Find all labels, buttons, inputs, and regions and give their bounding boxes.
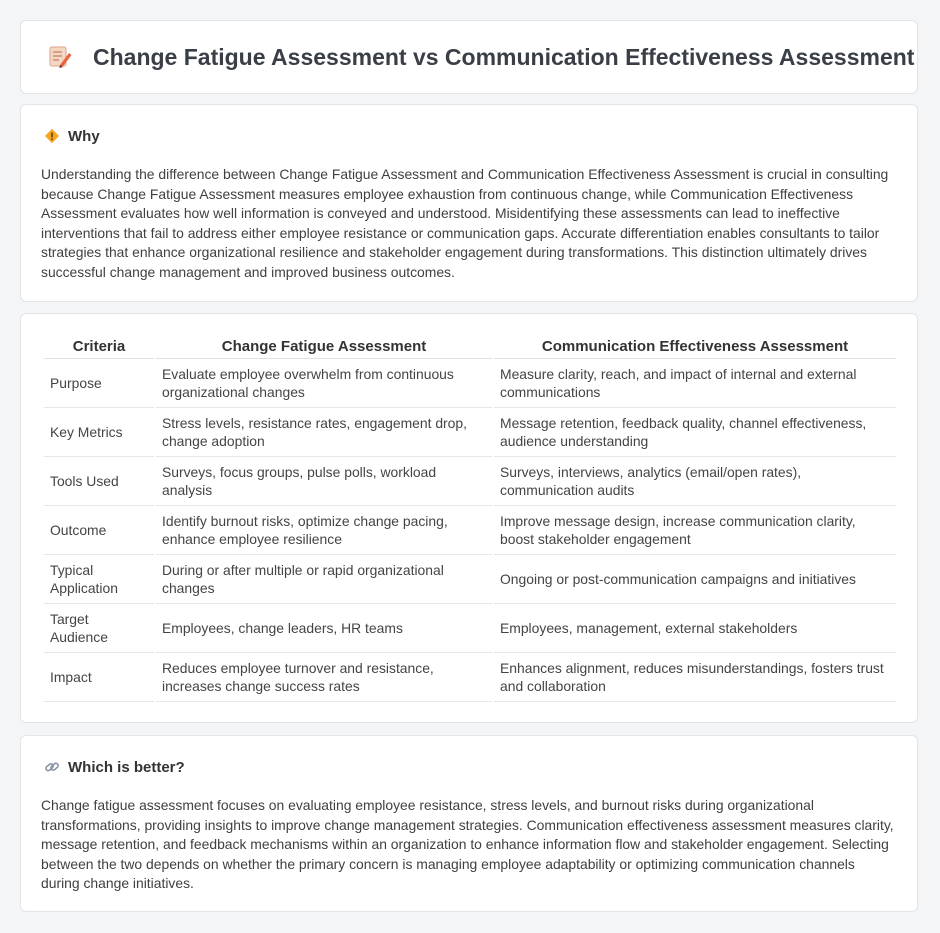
row-criteria: Key Metrics <box>44 408 154 457</box>
row-change-fatigue: Reduces employee turnover and resistance, increases change success rates <box>156 653 492 702</box>
table-row <box>44 408 896 457</box>
row-communication: Measure clarity, reach, and impact of internal and external communications <box>494 359 896 408</box>
table-row <box>44 555 896 604</box>
header-communication-effectiveness: Communication Effectiveness Assessment <box>494 334 896 359</box>
better-heading: Which is better? <box>68 758 185 776</box>
row-communication: Surveys, interviews, analytics (email/open rates), communication audits <box>494 457 896 506</box>
which-is-better-section <box>20 735 918 912</box>
why-heading-row <box>43 127 100 145</box>
title-row <box>21 21 917 93</box>
row-criteria: Typical Application <box>44 555 154 604</box>
row-criteria: Impact <box>44 653 154 702</box>
row-communication: Ongoing or post-communication campaigns and initiatives <box>494 555 896 604</box>
table-row <box>44 604 896 653</box>
better-heading-row <box>43 758 185 776</box>
table-row <box>44 653 896 702</box>
row-change-fatigue: Surveys, focus groups, pulse polls, workload analysis <box>156 457 492 506</box>
link-icon <box>43 758 61 776</box>
diamond-sign-icon <box>43 127 61 145</box>
row-communication: Employees, management, external stakeholders <box>494 604 896 653</box>
row-change-fatigue: Evaluate employee overwhelm from continuous organizational changes <box>156 359 492 408</box>
row-change-fatigue: During or after multiple or rapid organizational changes <box>156 555 492 604</box>
row-criteria: Outcome <box>44 506 154 555</box>
why-section <box>20 104 918 302</box>
table-row <box>44 506 896 555</box>
row-criteria: Target Audience <box>44 604 154 653</box>
row-communication: Enhances alignment, reduces misunderstandings, fosters trust and collaboration <box>494 653 896 702</box>
memo-pencil-icon <box>47 44 73 70</box>
row-communication: Message retention, feedback quality, channel effectiveness, audience understanding <box>494 408 896 457</box>
row-change-fatigue: Identify burnout risks, optimize change pacing, enhance employee resilience <box>156 506 492 555</box>
header-criteria: Criteria <box>44 334 154 359</box>
table-header-row <box>44 334 896 359</box>
comparison-table <box>42 334 898 702</box>
why-heading: Why <box>68 127 100 145</box>
comparison-card <box>20 313 918 723</box>
row-criteria: Tools Used <box>44 457 154 506</box>
header-change-fatigue: Change Fatigue Assessment <box>156 334 492 359</box>
row-communication: Improve message design, increase communication clarity, boost stakeholder engagement <box>494 506 896 555</box>
better-paragraph: Change fatigue assessment focuses on evaluating employee resistance, stress levels, and burnout risks during organizational transformations, providing insights to improve change management strategies. Communication effectiveness assessment measures clarity, message retention, and feedback mechanisms within an organization to enhance information flow and stakeholder engagement. Selecting between the two depends on whether the primary concern is managing employee adaptability or optimizing communication channels during change initiatives. <box>41 797 894 891</box>
table-row <box>44 457 896 506</box>
page-title: Change Fatigue Assessment vs Communication Effectiveness Assessment <box>93 43 915 70</box>
row-change-fatigue: Employees, change leaders, HR teams <box>156 604 492 653</box>
row-criteria: Purpose <box>44 359 154 408</box>
row-change-fatigue: Stress levels, resistance rates, engagement drop, change adoption <box>156 408 492 457</box>
why-paragraph: Understanding the difference between Change Fatigue Assessment and Communication Effectiveness Assessment is crucial in consulting because Change Fatigue Assessment measures employee exhaustion from continuous change, while Communication Effectiveness Assessment evaluates how well information is conveyed and understood. Misidentifying these assessments can lead to ineffective interventions that fail to address either employee resistance or communication gaps. Accurate differentiation enables consultants to tailor strategies that enhance organizational resilience and stakeholder engagement during transformations. This distinction ultimately drives successful change management and improved business outcomes. <box>41 166 889 280</box>
title-card <box>20 20 918 94</box>
table-row <box>44 359 896 408</box>
